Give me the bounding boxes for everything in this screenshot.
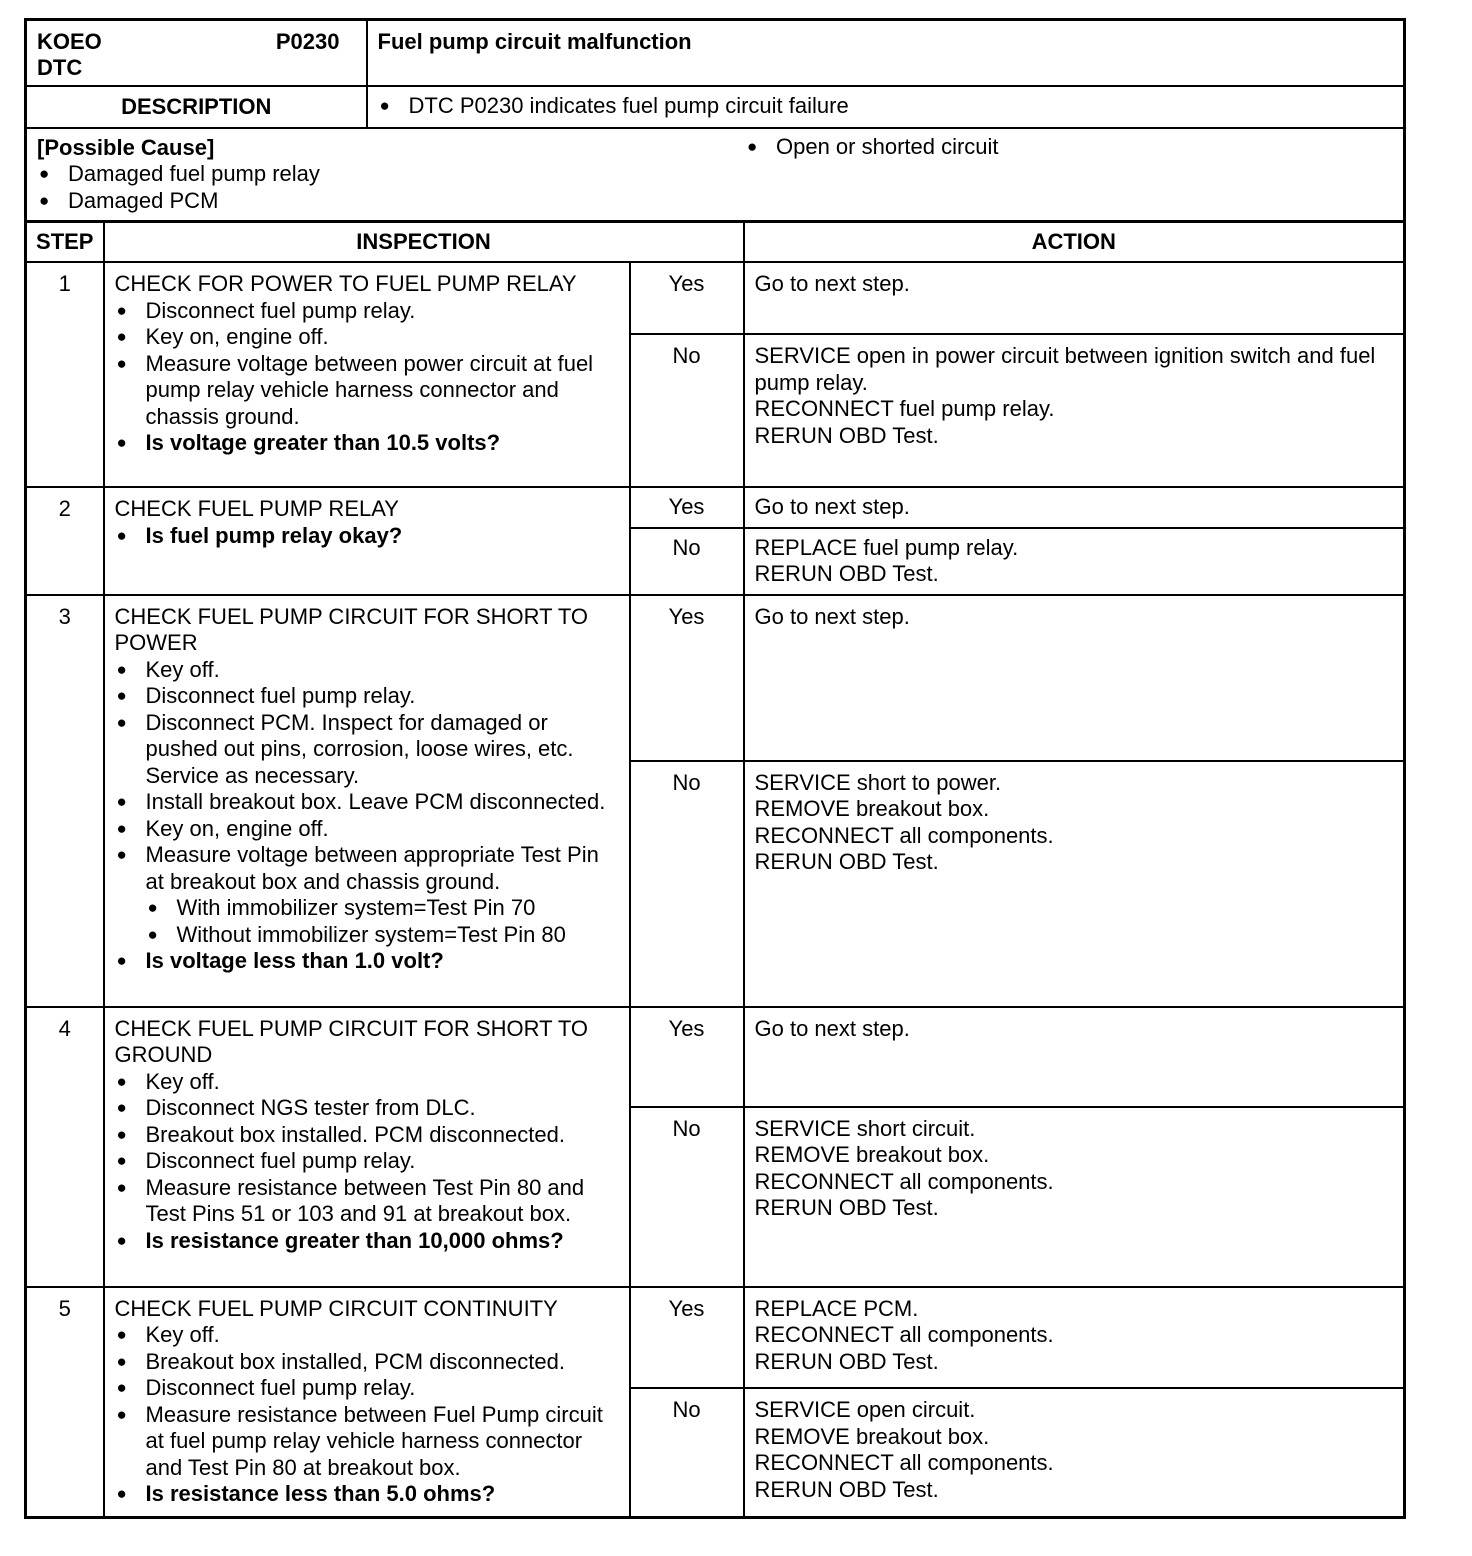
action-line: RERUN OBD Test. [754,1195,939,1220]
dtc-title-cell [367,20,1405,87]
no-label: No [630,761,744,1007]
no-label: No [630,528,744,595]
yes-action [744,1287,1405,1389]
action-line: REMOVE breakout box. [754,796,990,821]
step-row [26,487,1405,528]
dtc-label: DTC [37,55,83,80]
no-action [744,1107,1405,1287]
inspection-column-header: INSPECTION [104,222,744,263]
action-line: RECONNECT all components. [754,1168,1054,1194]
yes-action [744,595,1405,761]
no-action [744,761,1405,1007]
inspection-bullet: ● Key on, engine off. [115,816,619,843]
inspection-bullet: ● Install breakout box. Leave PCM disconnected. [115,789,619,816]
inspection-bullet-text: Measure voltage between appropriate Test Pin at breakout box and chassis ground. [145,842,599,894]
action-line: REPLACE fuel pump relay. [754,534,1019,560]
step-number: 3 [26,595,104,1007]
step-row [26,262,1405,334]
action-line: Go to next step. [754,1015,910,1041]
no-action [744,334,1405,487]
action-line: RECONNECT all components. [754,1450,1054,1476]
no-action [744,1388,1405,1517]
description-label: DESCRIPTION [121,94,272,119]
step-inspection [104,1007,630,1287]
step-number: 1 [26,262,104,487]
inspection-question: ● Is resistance less than 5.0 ohms? [115,1481,619,1508]
step-title: CHECK FOR POWER TO FUEL PUMP RELAY [114,271,577,296]
inspection-bullet: ● Measure voltage between power circuit at fuel pump relay vehicle harness connector and chassis ground. [115,351,619,431]
inspection-sub-bullet: ● Without immobilizer system=Test Pin 80 [146,922,619,949]
inspection-bullet: ● Disconnect fuel pump relay. [115,683,619,710]
step-inspection [104,487,630,595]
no-label: No [630,1388,744,1517]
action-line: SERVICE open circuit. [754,1397,976,1423]
yes-action [744,1007,1405,1107]
step-row [26,1287,1405,1389]
inspection-question: ● Is voltage less than 1.0 volt? [115,948,619,975]
step-number: 5 [26,1287,104,1518]
step-number: 4 [26,1007,104,1287]
inspection-question: ● Is resistance greater than 10,000 ohms? [115,1228,619,1255]
dtc-header-table [24,18,1406,223]
action-line: SERVICE open in power circuit between ignition switch and fuel pump relay. [754,343,1376,395]
no-label: No [630,1107,744,1287]
yes-action [744,262,1405,334]
action-line: REMOVE breakout box. [754,1423,990,1449]
step-title: CHECK FUEL PUMP RELAY [114,496,399,521]
inspection-bullet: ● Disconnect PCM. Inspect for damaged or pushed out pins, corrosion, loose wires, etc. Service as necessary. [115,710,619,790]
inspection-sub-bullet: ● With immobilizer system=Test Pin 70 [146,895,619,922]
inspection-question: ● Is voltage greater than 10.5 volts? [115,430,619,457]
dtc-procedure-sheet [24,18,1406,1519]
dtc-title: Fuel pump circuit malfunction [377,29,692,54]
action-column-header: ACTION [744,222,1405,263]
inspection-bullet: ● Disconnect fuel pump relay. [115,1148,619,1175]
possible-cause-title: [Possible Cause] [37,135,215,160]
step-number: 2 [26,487,104,595]
description-cell [367,86,1405,128]
action-line: RERUN OBD Test. [754,561,939,586]
possible-cause-cell [26,128,1405,222]
action-line: Go to next step. [754,603,910,629]
possible-cause-list-1 [37,161,745,214]
inspection-bullet: ● Disconnect NGS tester from DLC. [115,1095,619,1122]
action-line: RECONNECT fuel pump relay. [754,396,1055,421]
description-text: ● DTC P0230 indicates fuel pump circuit failure [378,93,1394,120]
action-line: RERUN OBD Test. [754,1476,939,1502]
step-inspection [104,1287,630,1518]
inspection-bullet: ● Breakout box installed, PCM disconnected. [115,1349,619,1376]
inspection-bullet: ● Disconnect fuel pump relay. [115,298,619,325]
action-line: RECONNECT all components. [754,822,1054,848]
action-line: RERUN OBD Test. [754,849,939,874]
step-row [26,1007,1405,1107]
steps-table [24,220,1406,1519]
yes-label: Yes [630,595,744,761]
inspection-bullet [115,842,619,948]
step-title: CHECK FUEL PUMP CIRCUIT FOR SHORT TO GROUND [114,1015,588,1067]
action-line: SERVICE short circuit. [754,1115,976,1141]
inspection-bullet: ● Disconnect fuel pump relay. [115,1375,619,1402]
step-inspection [104,595,630,1007]
possible-cause-item: ● Damaged PCM [37,188,745,215]
action-line: RECONNECT all components. [754,1322,1054,1347]
description-label-cell [26,86,367,128]
possible-cause-list-2 [745,134,999,214]
koeo-label: KOEO [37,29,102,54]
step-inspection [104,262,630,487]
action-line: Go to next step. [754,271,910,296]
step-column-header: STEP [26,222,104,263]
inspection-bullet: ● Measure resistance between Fuel Pump circuit at fuel pump relay vehicle harness connector and Test Pin 80 at breakout box. [115,1402,619,1482]
dtc-code: P0230 [275,29,340,54]
inspection-bullet: ● Breakout box installed. PCM disconnected. [115,1122,619,1149]
yes-label: Yes [630,487,744,528]
inspection-bullet: ● Key off. [115,657,619,684]
dtc-code-cell [26,20,367,87]
action-line: REMOVE breakout box. [754,1142,990,1167]
step-title: CHECK FUEL PUMP CIRCUIT FOR SHORT TO POWER [114,603,588,655]
yes-action [744,487,1405,528]
yes-label: Yes [630,262,744,334]
action-line: Go to next step. [754,494,910,519]
yes-label: Yes [630,1287,744,1389]
action-line: REPLACE PCM. [754,1295,919,1321]
possible-cause-item: ● Damaged fuel pump relay [37,161,745,188]
inspection-question: ● Is fuel pump relay okay? [115,523,619,550]
action-line: RERUN OBD Test. [754,422,939,448]
inspection-bullet: ● Key on, engine off. [115,324,619,351]
inspection-bullet: ● Key off. [115,1069,619,1096]
no-action [744,528,1405,595]
inspection-bullet: ● Key off. [115,1322,619,1349]
step-row [26,595,1405,761]
action-line: SERVICE short to power. [754,769,1002,795]
yes-label: Yes [630,1007,744,1107]
no-label: No [630,334,744,487]
possible-cause-item: ● Open or shorted circuit [745,134,999,161]
step-title: CHECK FUEL PUMP CIRCUIT CONTINUITY [114,1295,558,1321]
action-line: RERUN OBD Test. [754,1348,939,1374]
inspection-bullet: ● Measure resistance between Test Pin 80 and Test Pins 51 or 103 and 91 at breakout box. [115,1175,619,1228]
